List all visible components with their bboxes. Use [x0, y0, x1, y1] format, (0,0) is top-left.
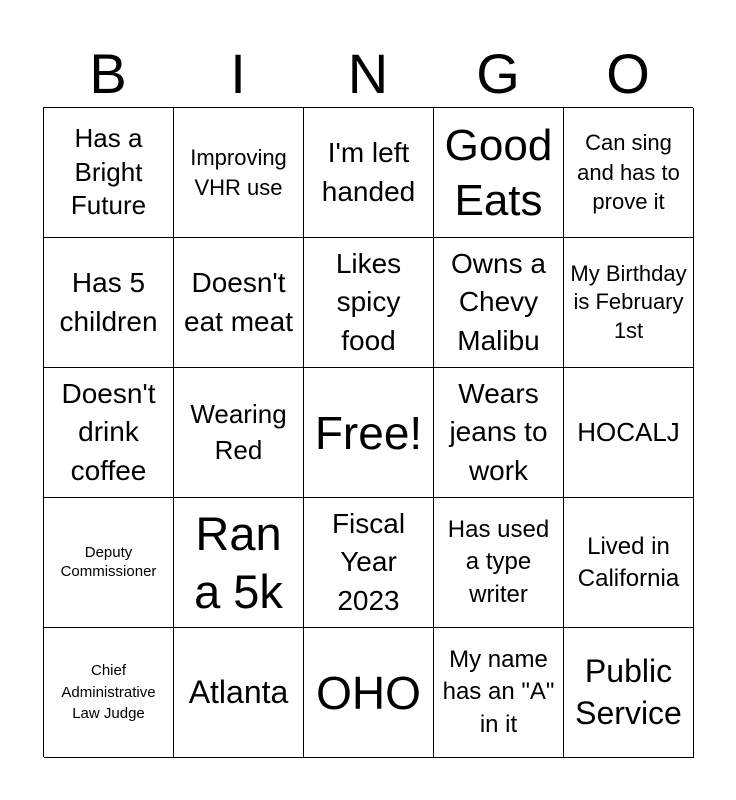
- bingo-cell-3-5[interactable]: HOCALJ: [564, 368, 694, 498]
- bingo-cell-3-4[interactable]: Wears jeans to work: [434, 368, 564, 498]
- header-letter-b: B: [89, 42, 127, 105]
- bingo-cell-1-3[interactable]: I'm left handed: [304, 108, 434, 238]
- bingo-header: [43, 40, 693, 108]
- bingo-board: [43, 107, 693, 757]
- bingo-cell-3-1[interactable]: Doesn't drink coffee: [44, 368, 174, 498]
- bingo-cell-2-4[interactable]: Owns a Chevy Malibu: [434, 238, 564, 368]
- header-letter-i: I: [230, 42, 246, 105]
- header-letter-n: N: [347, 42, 389, 105]
- bingo-cell-5-5[interactable]: Public Service: [564, 628, 694, 758]
- bingo-cell-5-2[interactable]: Atlanta: [174, 628, 304, 758]
- bingo-cell-1-4[interactable]: Good Eats: [434, 108, 564, 238]
- bingo-cell-1-1[interactable]: Has a Bright Future: [44, 108, 174, 238]
- header-letter-g: G: [476, 42, 520, 105]
- bingo-cell-2-3[interactable]: Likes spicy food: [304, 238, 434, 368]
- bingo-cell-4-5[interactable]: Lived in California: [564, 498, 694, 628]
- bingo-cell-4-2[interactable]: Ran a 5k: [174, 498, 304, 628]
- header-letter-o: O: [606, 42, 650, 105]
- bingo-cell-5-3[interactable]: OHO: [304, 628, 434, 758]
- bingo-cell-3-3-free[interactable]: Free!: [304, 368, 434, 498]
- bingo-cell-2-1[interactable]: Has 5 children: [44, 238, 174, 368]
- bingo-cell-1-5[interactable]: Can sing and has to prove it: [564, 108, 694, 238]
- bingo-cell-5-1[interactable]: Chief Administrative Law Judge: [44, 628, 174, 758]
- bingo-cell-4-3[interactable]: Fiscal Year 2023: [304, 498, 434, 628]
- bingo-cell-2-2[interactable]: Doesn't eat meat: [174, 238, 304, 368]
- bingo-cell-1-2[interactable]: Improving VHR use: [174, 108, 304, 238]
- bingo-cell-2-5[interactable]: My Birthday is February 1st: [564, 238, 694, 368]
- bingo-cell-4-4[interactable]: Has used a type writer: [434, 498, 564, 628]
- bingo-cell-5-4[interactable]: My name has an "A" in it: [434, 628, 564, 758]
- bingo-cell-3-2[interactable]: Wearing Red: [174, 368, 304, 498]
- bingo-cell-4-1[interactable]: Deputy Commissioner: [44, 498, 174, 628]
